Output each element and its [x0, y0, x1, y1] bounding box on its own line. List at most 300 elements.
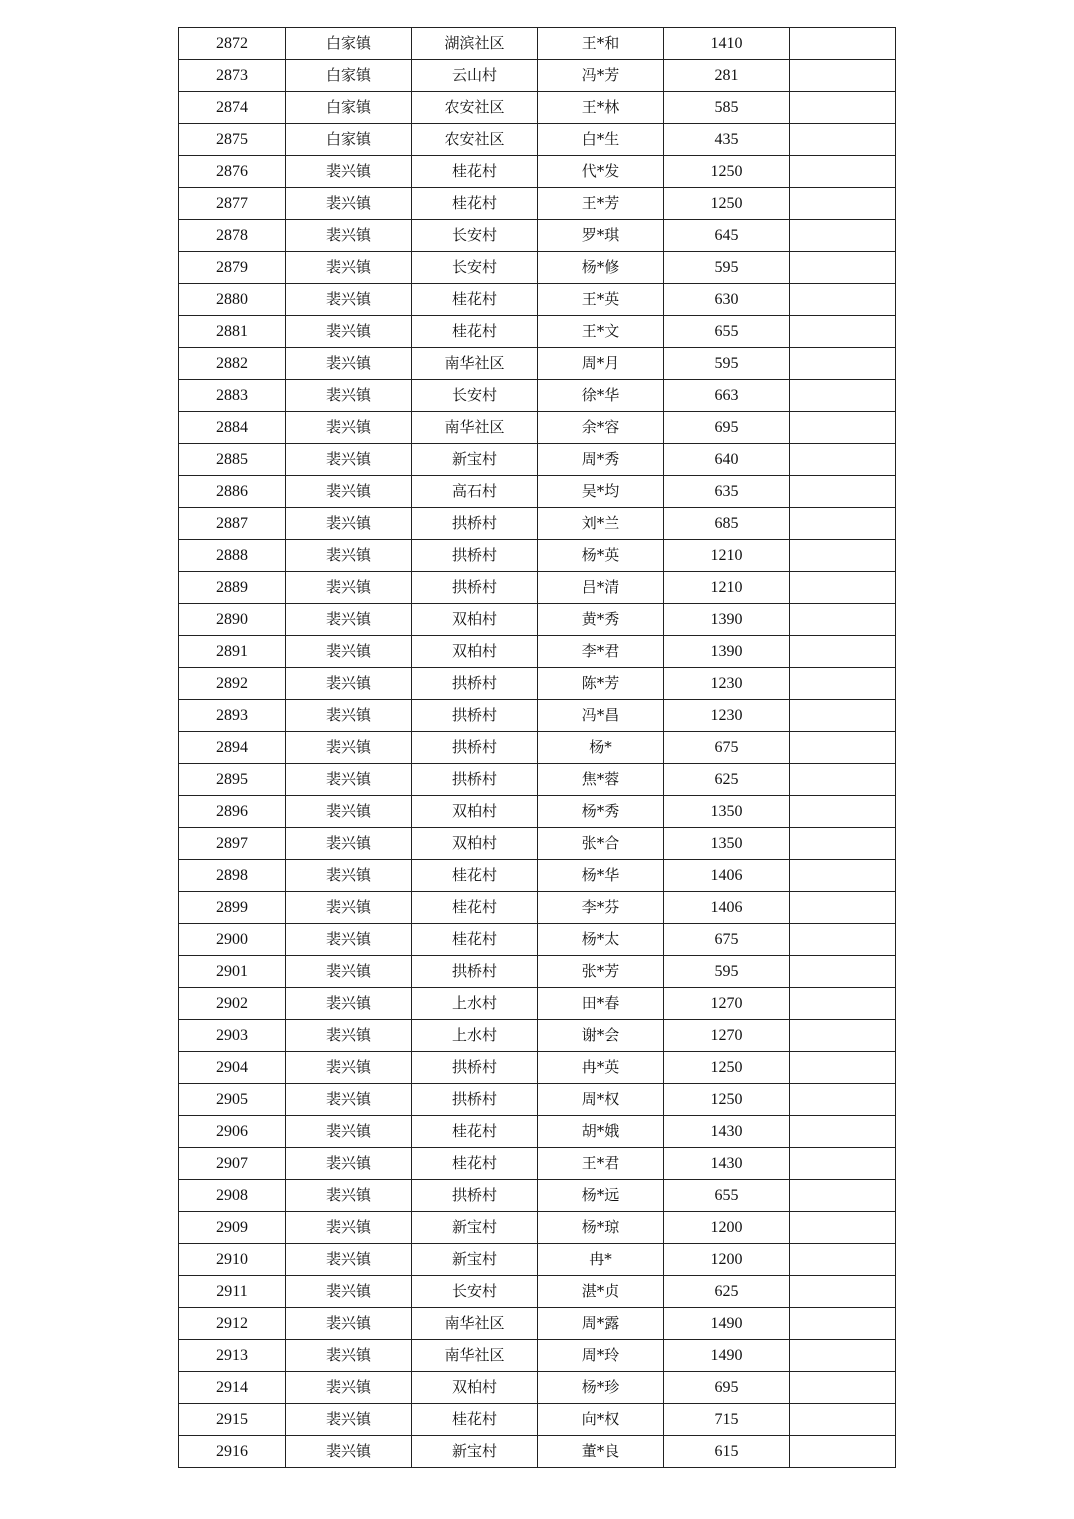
town-cell: 裴兴镇 — [286, 860, 412, 892]
serial-number-cell: 2877 — [179, 188, 286, 220]
serial-number-cell: 2894 — [179, 732, 286, 764]
remark-cell — [790, 924, 896, 956]
table-row — [179, 92, 896, 124]
town-cell: 裴兴镇 — [286, 572, 412, 604]
village-cell: 南华社区 — [412, 412, 538, 444]
village-cell: 桂花村 — [412, 284, 538, 316]
serial-number-cell: 2904 — [179, 1052, 286, 1084]
serial-number-cell: 2899 — [179, 892, 286, 924]
amount-cell: 595 — [664, 348, 790, 380]
town-cell: 裴兴镇 — [286, 892, 412, 924]
remark-cell — [790, 60, 896, 92]
village-cell: 双柏村 — [412, 604, 538, 636]
remark-cell — [790, 1404, 896, 1436]
serial-number-cell: 2887 — [179, 508, 286, 540]
town-cell: 裴兴镇 — [286, 348, 412, 380]
amount-cell: 1350 — [664, 796, 790, 828]
town-cell: 裴兴镇 — [286, 188, 412, 220]
remark-cell — [790, 252, 896, 284]
remark-cell — [790, 1148, 896, 1180]
remark-cell — [790, 412, 896, 444]
serial-number-cell: 2908 — [179, 1180, 286, 1212]
town-cell: 裴兴镇 — [286, 444, 412, 476]
table-row — [179, 1084, 896, 1116]
amount-cell: 1350 — [664, 828, 790, 860]
name-cell: 吕*清 — [538, 572, 664, 604]
village-cell: 桂花村 — [412, 156, 538, 188]
town-cell: 裴兴镇 — [286, 1148, 412, 1180]
table-row — [179, 508, 896, 540]
serial-number-cell: 2915 — [179, 1404, 286, 1436]
village-cell: 桂花村 — [412, 924, 538, 956]
name-cell: 张*合 — [538, 828, 664, 860]
serial-number-cell: 2914 — [179, 1372, 286, 1404]
serial-number-cell: 2898 — [179, 860, 286, 892]
remark-cell — [790, 668, 896, 700]
name-cell: 冉*英 — [538, 1052, 664, 1084]
serial-number-cell: 2891 — [179, 636, 286, 668]
remark-cell — [790, 124, 896, 156]
remark-cell — [790, 732, 896, 764]
amount-cell: 595 — [664, 956, 790, 988]
table-row — [179, 316, 896, 348]
serial-number-cell: 2895 — [179, 764, 286, 796]
amount-cell: 625 — [664, 764, 790, 796]
table-row — [179, 796, 896, 828]
name-cell: 杨*英 — [538, 540, 664, 572]
village-cell: 云山村 — [412, 60, 538, 92]
serial-number-cell: 2893 — [179, 700, 286, 732]
remark-cell — [790, 700, 896, 732]
village-cell: 上水村 — [412, 1020, 538, 1052]
remark-cell — [790, 380, 896, 412]
amount-cell: 1490 — [664, 1340, 790, 1372]
serial-number-cell: 2897 — [179, 828, 286, 860]
village-cell: 拱桥村 — [412, 668, 538, 700]
name-cell: 张*芳 — [538, 956, 664, 988]
remark-cell — [790, 1340, 896, 1372]
table-row — [179, 700, 896, 732]
table-row — [179, 220, 896, 252]
serial-number-cell: 2875 — [179, 124, 286, 156]
remark-cell — [790, 220, 896, 252]
amount-cell: 1270 — [664, 1020, 790, 1052]
serial-number-cell: 2890 — [179, 604, 286, 636]
serial-number-cell: 2881 — [179, 316, 286, 348]
remark-cell — [790, 828, 896, 860]
serial-number-cell: 2874 — [179, 92, 286, 124]
town-cell: 裴兴镇 — [286, 156, 412, 188]
town-cell: 裴兴镇 — [286, 732, 412, 764]
town-cell: 裴兴镇 — [286, 956, 412, 988]
amount-cell: 715 — [664, 1404, 790, 1436]
amount-cell: 615 — [664, 1436, 790, 1468]
village-cell: 桂花村 — [412, 892, 538, 924]
village-cell: 湖滨社区 — [412, 28, 538, 60]
town-cell: 裴兴镇 — [286, 1372, 412, 1404]
serial-number-cell: 2873 — [179, 60, 286, 92]
name-cell: 周*秀 — [538, 444, 664, 476]
town-cell: 裴兴镇 — [286, 1276, 412, 1308]
amount-cell: 635 — [664, 476, 790, 508]
name-cell: 杨*远 — [538, 1180, 664, 1212]
name-cell: 罗*琪 — [538, 220, 664, 252]
amount-cell: 640 — [664, 444, 790, 476]
name-cell: 陈*芳 — [538, 668, 664, 700]
serial-number-cell: 2872 — [179, 28, 286, 60]
remark-cell — [790, 572, 896, 604]
amount-cell: 1410 — [664, 28, 790, 60]
table-row — [179, 1116, 896, 1148]
serial-number-cell: 2879 — [179, 252, 286, 284]
table-row — [179, 764, 896, 796]
serial-number-cell: 2901 — [179, 956, 286, 988]
remark-cell — [790, 348, 896, 380]
remark-cell — [790, 796, 896, 828]
remark-cell — [790, 1276, 896, 1308]
name-cell: 杨*秀 — [538, 796, 664, 828]
village-cell: 南华社区 — [412, 348, 538, 380]
town-cell: 裴兴镇 — [286, 1308, 412, 1340]
amount-cell: 1210 — [664, 540, 790, 572]
town-cell: 裴兴镇 — [286, 1020, 412, 1052]
table-row — [179, 1212, 896, 1244]
town-cell: 裴兴镇 — [286, 508, 412, 540]
amount-cell: 695 — [664, 412, 790, 444]
serial-number-cell: 2905 — [179, 1084, 286, 1116]
amount-cell: 1406 — [664, 892, 790, 924]
village-cell: 农安社区 — [412, 92, 538, 124]
town-cell: 裴兴镇 — [286, 700, 412, 732]
table-row — [179, 444, 896, 476]
table-row — [179, 1340, 896, 1372]
town-cell: 裴兴镇 — [286, 1244, 412, 1276]
village-cell: 拱桥村 — [412, 956, 538, 988]
name-cell: 李*芬 — [538, 892, 664, 924]
village-cell: 双柏村 — [412, 636, 538, 668]
table-row — [179, 284, 896, 316]
serial-number-cell: 2888 — [179, 540, 286, 572]
amount-cell: 1250 — [664, 1084, 790, 1116]
remark-cell — [790, 956, 896, 988]
name-cell: 董*良 — [538, 1436, 664, 1468]
village-cell: 新宝村 — [412, 1212, 538, 1244]
name-cell: 王*林 — [538, 92, 664, 124]
town-cell: 裴兴镇 — [286, 988, 412, 1020]
amount-cell: 695 — [664, 1372, 790, 1404]
town-cell: 白家镇 — [286, 60, 412, 92]
remark-cell — [790, 860, 896, 892]
remark-cell — [790, 1116, 896, 1148]
amount-cell: 1406 — [664, 860, 790, 892]
name-cell: 白*生 — [538, 124, 664, 156]
amount-cell: 1200 — [664, 1212, 790, 1244]
name-cell: 周*月 — [538, 348, 664, 380]
name-cell: 王*君 — [538, 1148, 664, 1180]
name-cell: 冉* — [538, 1244, 664, 1276]
amount-cell: 675 — [664, 924, 790, 956]
table-row — [179, 60, 896, 92]
amount-cell: 655 — [664, 1180, 790, 1212]
remark-cell — [790, 1052, 896, 1084]
name-cell: 杨* — [538, 732, 664, 764]
town-cell: 裴兴镇 — [286, 284, 412, 316]
amount-cell: 1250 — [664, 188, 790, 220]
town-cell: 裴兴镇 — [286, 380, 412, 412]
amount-cell: 585 — [664, 92, 790, 124]
village-cell: 南华社区 — [412, 1340, 538, 1372]
name-cell: 杨*太 — [538, 924, 664, 956]
table-row — [179, 1372, 896, 1404]
amount-cell: 1230 — [664, 700, 790, 732]
serial-number-cell: 2909 — [179, 1212, 286, 1244]
town-cell: 裴兴镇 — [286, 1436, 412, 1468]
remark-cell — [790, 764, 896, 796]
village-cell: 长安村 — [412, 380, 538, 412]
remark-cell — [790, 604, 896, 636]
table-row — [179, 668, 896, 700]
name-cell: 田*春 — [538, 988, 664, 1020]
table-row — [179, 1404, 896, 1436]
name-cell: 杨*珍 — [538, 1372, 664, 1404]
remark-cell — [790, 284, 896, 316]
serial-number-cell: 2912 — [179, 1308, 286, 1340]
serial-number-cell: 2896 — [179, 796, 286, 828]
table-row — [179, 1276, 896, 1308]
amount-cell: 1200 — [664, 1244, 790, 1276]
amount-cell: 1250 — [664, 156, 790, 188]
amount-cell: 281 — [664, 60, 790, 92]
table-row — [179, 1244, 896, 1276]
town-cell: 白家镇 — [286, 28, 412, 60]
name-cell: 杨*华 — [538, 860, 664, 892]
serial-number-cell: 2880 — [179, 284, 286, 316]
village-cell: 拱桥村 — [412, 1084, 538, 1116]
town-cell: 裴兴镇 — [286, 220, 412, 252]
name-cell: 李*君 — [538, 636, 664, 668]
town-cell: 裴兴镇 — [286, 252, 412, 284]
amount-cell: 655 — [664, 316, 790, 348]
name-cell: 刘*兰 — [538, 508, 664, 540]
amount-cell: 630 — [664, 284, 790, 316]
serial-number-cell: 2884 — [179, 412, 286, 444]
town-cell: 裴兴镇 — [286, 1404, 412, 1436]
remark-cell — [790, 1244, 896, 1276]
town-cell: 白家镇 — [286, 92, 412, 124]
table-row — [179, 924, 896, 956]
amount-cell: 1210 — [664, 572, 790, 604]
remark-cell — [790, 92, 896, 124]
table-row — [179, 1020, 896, 1052]
name-cell: 周*露 — [538, 1308, 664, 1340]
town-cell: 裴兴镇 — [286, 476, 412, 508]
town-cell: 裴兴镇 — [286, 1180, 412, 1212]
name-cell: 冯*昌 — [538, 700, 664, 732]
name-cell: 谢*会 — [538, 1020, 664, 1052]
amount-cell: 1390 — [664, 604, 790, 636]
name-cell: 向*权 — [538, 1404, 664, 1436]
serial-number-cell: 2882 — [179, 348, 286, 380]
amount-cell: 1430 — [664, 1116, 790, 1148]
name-cell: 周*玲 — [538, 1340, 664, 1372]
table-row — [179, 540, 896, 572]
table-row — [179, 1052, 896, 1084]
town-cell: 裴兴镇 — [286, 540, 412, 572]
table-row — [179, 156, 896, 188]
table-row — [179, 476, 896, 508]
town-cell: 裴兴镇 — [286, 636, 412, 668]
table-row — [179, 252, 896, 284]
table-row — [179, 1148, 896, 1180]
remark-cell — [790, 1436, 896, 1468]
amount-cell: 663 — [664, 380, 790, 412]
village-cell: 桂花村 — [412, 1148, 538, 1180]
name-cell: 杨*琼 — [538, 1212, 664, 1244]
amount-cell: 1230 — [664, 668, 790, 700]
amount-cell: 435 — [664, 124, 790, 156]
remark-cell — [790, 540, 896, 572]
amount-cell: 595 — [664, 252, 790, 284]
name-cell: 冯*芳 — [538, 60, 664, 92]
data-table — [178, 27, 896, 1468]
table-row — [179, 412, 896, 444]
remark-cell — [790, 1372, 896, 1404]
amount-cell: 625 — [664, 1276, 790, 1308]
table-row — [179, 732, 896, 764]
village-cell: 新宝村 — [412, 1244, 538, 1276]
name-cell: 黄*秀 — [538, 604, 664, 636]
amount-cell: 1270 — [664, 988, 790, 1020]
town-cell: 裴兴镇 — [286, 1116, 412, 1148]
serial-number-cell: 2907 — [179, 1148, 286, 1180]
remark-cell — [790, 1180, 896, 1212]
town-cell: 裴兴镇 — [286, 668, 412, 700]
town-cell: 裴兴镇 — [286, 1084, 412, 1116]
town-cell: 裴兴镇 — [286, 604, 412, 636]
remark-cell — [790, 508, 896, 540]
amount-cell: 1430 — [664, 1148, 790, 1180]
serial-number-cell: 2900 — [179, 924, 286, 956]
name-cell: 杨*修 — [538, 252, 664, 284]
town-cell: 裴兴镇 — [286, 828, 412, 860]
town-cell: 裴兴镇 — [286, 1340, 412, 1372]
village-cell: 长安村 — [412, 252, 538, 284]
amount-cell: 685 — [664, 508, 790, 540]
serial-number-cell: 2911 — [179, 1276, 286, 1308]
village-cell: 拱桥村 — [412, 540, 538, 572]
town-cell: 裴兴镇 — [286, 764, 412, 796]
village-cell: 上水村 — [412, 988, 538, 1020]
remark-cell — [790, 156, 896, 188]
name-cell: 王*芳 — [538, 188, 664, 220]
village-cell: 拱桥村 — [412, 732, 538, 764]
table-row — [179, 28, 896, 60]
serial-number-cell: 2903 — [179, 1020, 286, 1052]
serial-number-cell: 2886 — [179, 476, 286, 508]
table-row — [179, 188, 896, 220]
remark-cell — [790, 28, 896, 60]
amount-cell: 1490 — [664, 1308, 790, 1340]
village-cell: 双柏村 — [412, 796, 538, 828]
village-cell: 桂花村 — [412, 1116, 538, 1148]
village-cell: 桂花村 — [412, 1404, 538, 1436]
remark-cell — [790, 988, 896, 1020]
village-cell: 拱桥村 — [412, 508, 538, 540]
name-cell: 湛*贞 — [538, 1276, 664, 1308]
name-cell: 徐*华 — [538, 380, 664, 412]
village-cell: 双柏村 — [412, 1372, 538, 1404]
amount-cell: 1390 — [664, 636, 790, 668]
village-cell: 拱桥村 — [412, 700, 538, 732]
serial-number-cell: 2889 — [179, 572, 286, 604]
name-cell: 吴*均 — [538, 476, 664, 508]
serial-number-cell: 2876 — [179, 156, 286, 188]
town-cell: 裴兴镇 — [286, 924, 412, 956]
amount-cell: 645 — [664, 220, 790, 252]
serial-number-cell: 2892 — [179, 668, 286, 700]
serial-number-cell: 2910 — [179, 1244, 286, 1276]
remark-cell — [790, 636, 896, 668]
remark-cell — [790, 444, 896, 476]
village-cell: 长安村 — [412, 220, 538, 252]
amount-cell: 675 — [664, 732, 790, 764]
table-row — [179, 956, 896, 988]
village-cell: 桂花村 — [412, 860, 538, 892]
name-cell: 周*权 — [538, 1084, 664, 1116]
remark-cell — [790, 1084, 896, 1116]
village-cell: 桂花村 — [412, 316, 538, 348]
serial-number-cell: 2916 — [179, 1436, 286, 1468]
village-cell: 新宝村 — [412, 1436, 538, 1468]
table-row — [179, 1308, 896, 1340]
table-row — [179, 860, 896, 892]
table-row — [179, 892, 896, 924]
village-cell: 南华社区 — [412, 1308, 538, 1340]
serial-number-cell: 2878 — [179, 220, 286, 252]
name-cell: 王*和 — [538, 28, 664, 60]
name-cell: 焦*蓉 — [538, 764, 664, 796]
name-cell: 王*文 — [538, 316, 664, 348]
town-cell: 裴兴镇 — [286, 796, 412, 828]
serial-number-cell: 2885 — [179, 444, 286, 476]
serial-number-cell: 2906 — [179, 1116, 286, 1148]
remark-cell — [790, 316, 896, 348]
table-row — [179, 636, 896, 668]
remark-cell — [790, 892, 896, 924]
name-cell: 胡*娥 — [538, 1116, 664, 1148]
village-cell: 桂花村 — [412, 188, 538, 220]
remark-cell — [790, 1308, 896, 1340]
table-row — [179, 1436, 896, 1468]
table-row — [179, 828, 896, 860]
serial-number-cell: 2883 — [179, 380, 286, 412]
amount-cell: 1250 — [664, 1052, 790, 1084]
town-cell: 裴兴镇 — [286, 412, 412, 444]
village-cell: 拱桥村 — [412, 1180, 538, 1212]
town-cell: 裴兴镇 — [286, 1212, 412, 1244]
name-cell: 代*发 — [538, 156, 664, 188]
village-cell: 长安村 — [412, 1276, 538, 1308]
table-row — [179, 988, 896, 1020]
serial-number-cell: 2913 — [179, 1340, 286, 1372]
town-cell: 裴兴镇 — [286, 316, 412, 348]
village-cell: 农安社区 — [412, 124, 538, 156]
table-row — [179, 572, 896, 604]
table-row — [179, 124, 896, 156]
remark-cell — [790, 1020, 896, 1052]
table-body — [179, 28, 896, 1468]
remark-cell — [790, 188, 896, 220]
